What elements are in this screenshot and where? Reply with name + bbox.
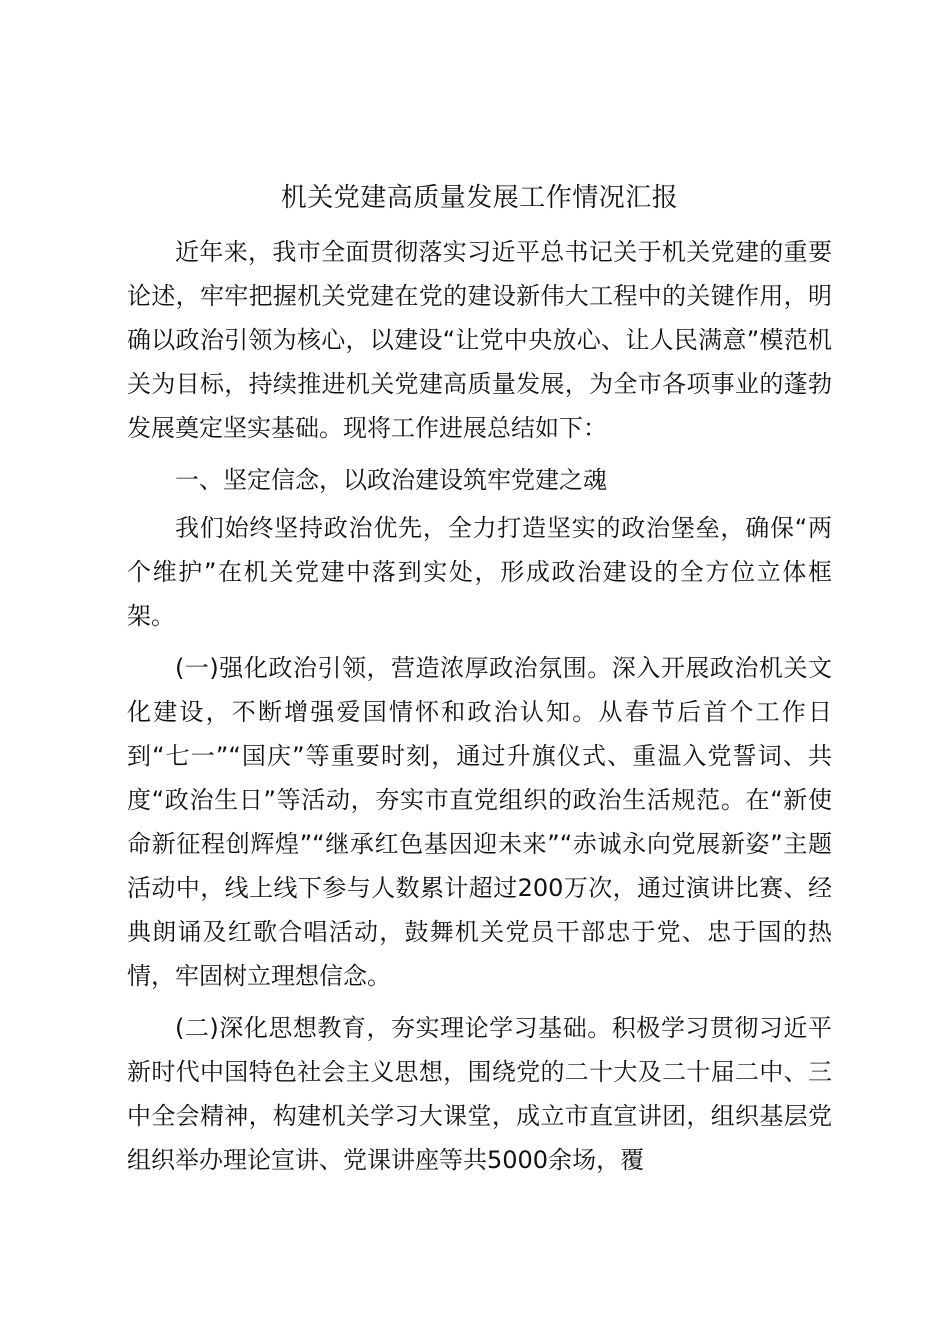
intro-paragraph: 近年来，我市全面贯彻落实习近平总书记关于机关党建的重要论述，牢牢把握机关党建在党的建设新伟大工程中的关键作用，明确以政治引领为核心，以建设“让党中央放心、让人民满意”模范机关为目标，持续推进机关党建高质量发展，为全市各项事业的蓬勃发展奠定坚实基础。现将工作进展总结如下： xyxy=(127,238,832,442)
document-body xyxy=(127,172,832,1186)
subsection-1-paragraph: (一)强化政治引领，营造浓厚政治氛围。深入开展政治机关文化建设，不断增强爱国情怀和政治认知。从春节后首个工作日到“七一”“国庆”等重要时刻，通过升旗仪式、重温入党誓词、共度“政治生日”等活动，夯实市直党组织的政治生活规范。在“新使命新征程创辉煌”“继承红色基因迎未来”“赤诚永向党展新姿”主题活动中，线上线下参与人数累计超过200万次，通过演讲比赛、经典朗诵及红歌合唱活动，鼓舞机关党员干部忠于党、忠于国的热情，牢固树立理想信念。 xyxy=(127,654,832,990)
section-heading-1: 一、坚定信念，以政治建设筑牢党建之魂 xyxy=(175,466,607,494)
subsection-2-paragraph: (二)深化思想教育，夯实理论学习基础。积极学习贯彻习近平新时代中国特色社会主义思想，围绕党的二十大及二十届二中、三中全会精神，构建机关学习大课堂，成立市直宣讲团，组织基层党组织举办理论宣讲、党课讲座等共5000余场，覆 xyxy=(127,1014,832,1174)
section-1-summary-paragraph: 我们始终坚持政治优先，全力打造坚实的政治堡垒，确保“两个维护”在机关党建中落到实处，形成政治建设的全方位立体框架。 xyxy=(127,514,832,630)
document-title: 机关党建高质量发展工作情况汇报 xyxy=(280,183,679,213)
